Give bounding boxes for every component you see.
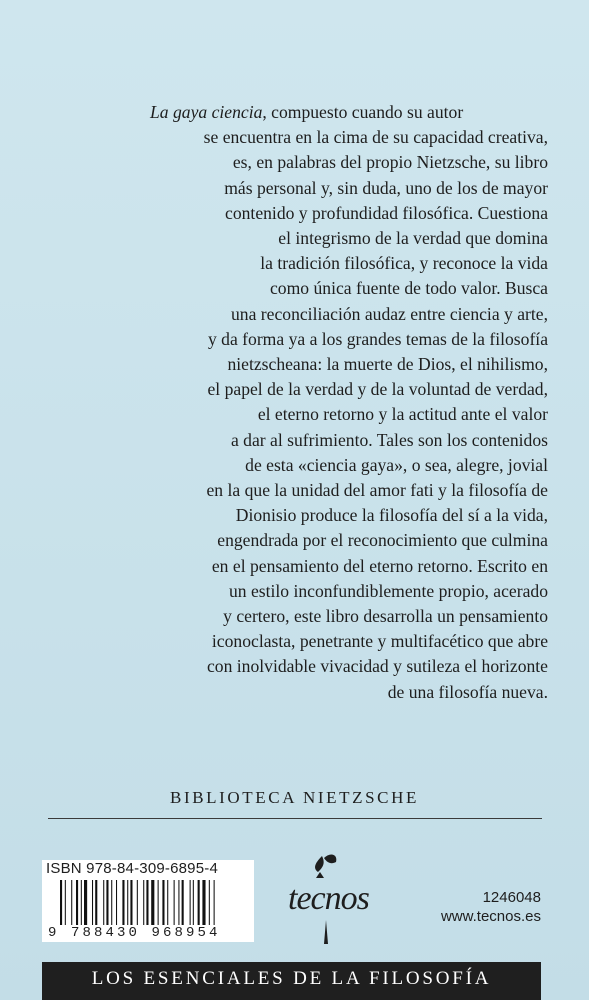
publisher-code: 1246048 [482, 889, 541, 906]
blurb-line: un estilo inconfundiblemente propio, acerado [228, 580, 548, 601]
barcode-bar [167, 880, 168, 926]
blurb-line: y certero, este libro desarrolla un pensamiento [223, 606, 548, 627]
barcode-bar [92, 880, 93, 926]
blurb-line: en el pensamiento del eterno retorno. Escrito en [211, 555, 548, 576]
barcode-bar [84, 880, 87, 926]
blurb-line: el papel de la verdad y de la voluntad de verdad, [207, 379, 548, 400]
barcode-bar [60, 880, 62, 926]
blurb-line: nietzscheana: la muerte de Dios, el nihilismo, [227, 354, 548, 375]
blurb-line: el integrismo de la verdad que domina [278, 228, 548, 249]
blurb-line: la tradición filosófica, y reconoce la vida [260, 253, 548, 274]
blurb-line: es, en palabras del propio Nietzsche, su libro [232, 152, 548, 173]
blurb-line: una reconciliación audaz entre ciencia y arte, [231, 303, 548, 324]
blurb-line: de esta «ciencia gaya», o sea, alegre, jovial [245, 454, 548, 475]
book-title-italic: La gaya ciencia [150, 102, 263, 122]
barcode-bar [202, 880, 205, 926]
barcode-bar [209, 880, 210, 926]
publisher-url[interactable]: www.tecnos.es [440, 908, 541, 925]
blurb-line: Dionisio produce la filosofía del sí a la vida, [235, 505, 548, 526]
barcode-bar [178, 880, 179, 926]
blurb-line: se encuentra en la cima de su capacidad creativa, [203, 127, 548, 148]
barcode-bar [174, 880, 175, 926]
barcode-bar [103, 880, 104, 926]
barcode-bar [198, 880, 200, 926]
blurb-line: a dar al sufrimiento. Tales son los contenidos [230, 429, 548, 450]
barcode-bar [81, 880, 82, 926]
barcode-icon [60, 880, 248, 926]
blurb-line: en la que la unidad del amor fati y la filosofía de [206, 480, 548, 501]
barcode-bar [65, 880, 66, 926]
collection-name: LOS ESENCIALES DE LA FILOSOFÍA [91, 968, 492, 989]
barcode-bar [130, 880, 132, 926]
barcode-bar [143, 880, 144, 926]
barcode-bar [122, 880, 124, 926]
barcode-bar [151, 880, 154, 926]
blurb-line: como única fuente de todo valor. Busca [270, 278, 548, 299]
barcode-bar [162, 880, 164, 926]
barcode-bar [71, 880, 72, 926]
blurb-line: con inolvidable vivacidad y sutileza el horizonte [206, 656, 548, 677]
isbn-label: ISBN 978-84-309-6895-4 [46, 860, 219, 877]
blurb-line: de una filosofía nueva. [387, 681, 548, 702]
barcode-bar [182, 880, 184, 926]
blurb-line: y da forma ya a los grandes temas de la filosofía [207, 328, 548, 349]
divider-rule [48, 818, 542, 819]
barcode-bar [146, 880, 148, 926]
barcode-bar [111, 880, 112, 926]
barcode-bar [193, 880, 194, 926]
blurb-line: iconoclasta, penetrante y multifacético que abre [211, 631, 548, 652]
barcode-bar [137, 880, 138, 926]
blurb-line: engendrada por el reconocimiento que culmina [217, 530, 548, 551]
blurb-line: más personal y, sin duda, uno de los de mayor [224, 177, 548, 198]
back-cover-blurb [150, 100, 548, 705]
barcode-bar [116, 880, 117, 926]
blurb-line: La gaya ciencia, compuesto cuando su autor [150, 102, 464, 122]
barcode-bar [190, 880, 191, 926]
barcode-number: 9 788430 968954 [48, 925, 221, 941]
barcode-bar [95, 880, 97, 926]
barcode-bar [76, 880, 78, 926]
blurb-line: el eterno retorno y la actitud ante el valor [257, 404, 548, 425]
blurb-line: contenido y profundidad filosófica. Cuestiona [225, 202, 548, 223]
series-title: BIBLIOTECA NIETZSCHE [170, 788, 419, 807]
barcode-bar [127, 880, 128, 926]
barcode-bar [214, 880, 215, 926]
barcode-bar [158, 880, 159, 926]
barcode-bar [106, 880, 108, 926]
publisher-wordmark: tecnos [288, 880, 369, 917]
